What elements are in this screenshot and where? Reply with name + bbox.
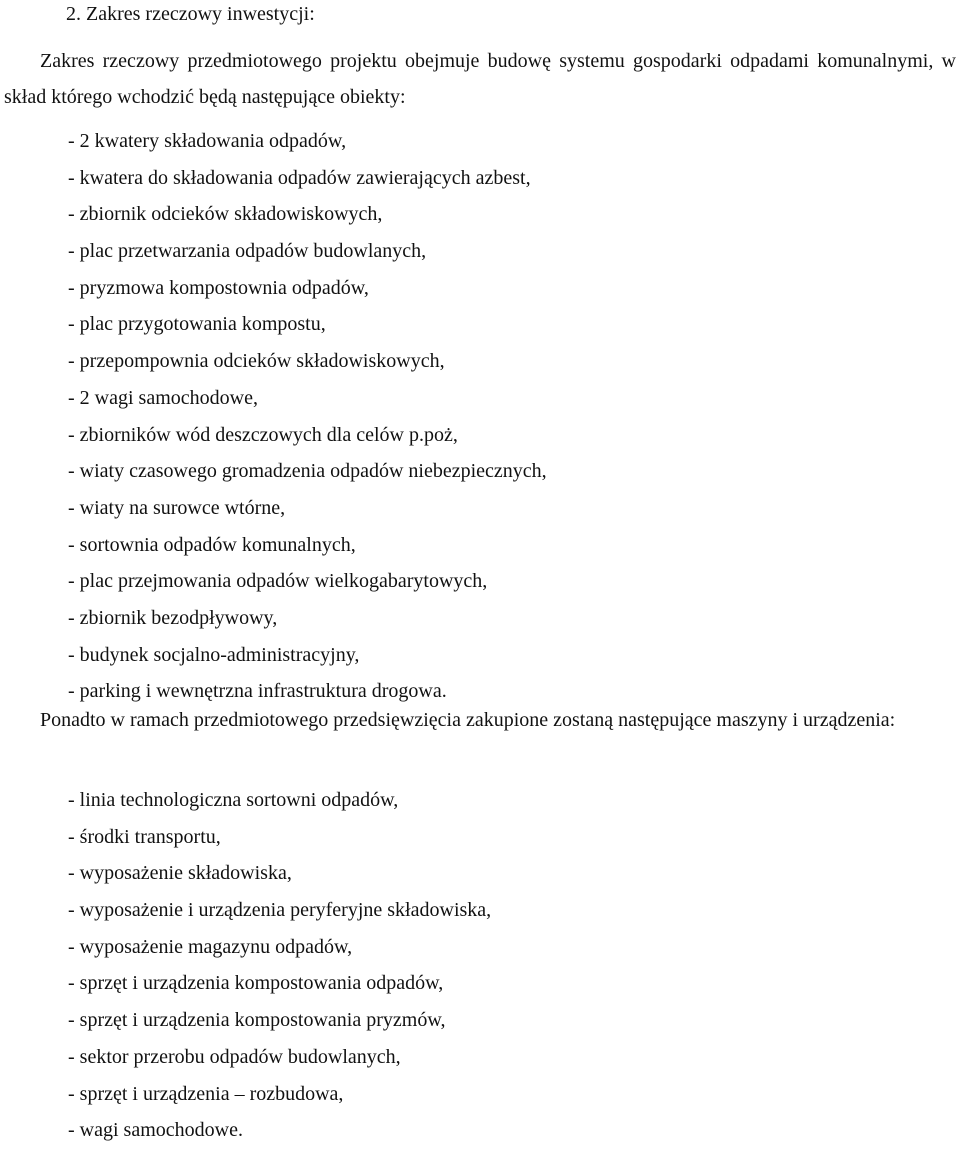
list-item: - wiaty na surowce wtórne,	[68, 496, 286, 519]
list-item: - budynek socjalno-administracyjny,	[68, 643, 360, 666]
list-item: - wyposażenie magazynu odpadów,	[68, 935, 353, 958]
section-heading: 2. Zakres rzeczowy inwestycji:	[66, 3, 315, 25]
list-item: - zbiornik odcieków składowiskowych,	[68, 203, 383, 226]
list-item: - sprzęt i urządzenia kompostowania odpadów,	[68, 972, 444, 995]
equipment-paragraph	[4, 702, 956, 738]
list-item: - sprzęt i urządzenia kompostowania pryzmów,	[68, 1009, 446, 1032]
list-item: - 2 wagi samochodowe,	[68, 386, 258, 409]
list-item: - plac przejmowania odpadów wielkogabarytowych,	[68, 570, 488, 593]
intro-paragraph	[4, 43, 956, 115]
list-item: - wyposażenie i urządzenia peryferyjne składowiska,	[68, 899, 492, 922]
list-item: - zbiorników wód deszczowych dla celów p.poż,	[68, 423, 458, 446]
list-item: - wiaty czasowego gromadzenia odpadów niebezpiecznych,	[68, 460, 547, 483]
list-item: - wagi samochodowe.	[68, 1119, 243, 1142]
list-item: - parking i wewnętrzna infrastruktura drogowa.	[68, 680, 447, 703]
list-item: - zbiornik bezodpływowy,	[68, 606, 278, 629]
equipment-paragraph-text: Ponadto w ramach przedmiotowego przedsięwzięcia zakupione zostaną następujące maszyny i urządzenia:	[40, 709, 896, 731]
list-item: - kwatera do składowania odpadów zawierających azbest,	[68, 166, 531, 189]
list-item: - sektor przerobu odpadów budowlanych,	[68, 1045, 401, 1068]
list-item: - przepompownia odcieków składowiskowych,	[68, 350, 445, 373]
list-item: - sortownia odpadów komunalnych,	[68, 533, 356, 556]
list-item: - plac przetwarzania odpadów budowlanych,	[68, 240, 427, 263]
facilities-list	[68, 123, 547, 710]
list-item: - plac przygotowania kompostu,	[68, 313, 326, 336]
list-item: - pryzmowa kompostownia odpadów,	[68, 276, 369, 299]
equipment-list	[68, 782, 491, 1149]
list-item: - wyposażenie składowiska,	[68, 862, 292, 885]
list-item: - środki transportu,	[68, 825, 221, 848]
list-item: - sprzęt i urządzenia – rozbudowa,	[68, 1082, 344, 1105]
list-item: - linia technologiczna sortowni odpadów,	[68, 789, 399, 811]
list-item: - 2 kwatery składowania odpadów,	[68, 130, 347, 152]
intro-paragraph-text: Zakres rzeczowy przedmiotowego projektu obejmuje budowę systemu gospodarki odpadami komunalnymi, w skład którego wchodzić będą następujące obiekty:	[4, 50, 956, 108]
